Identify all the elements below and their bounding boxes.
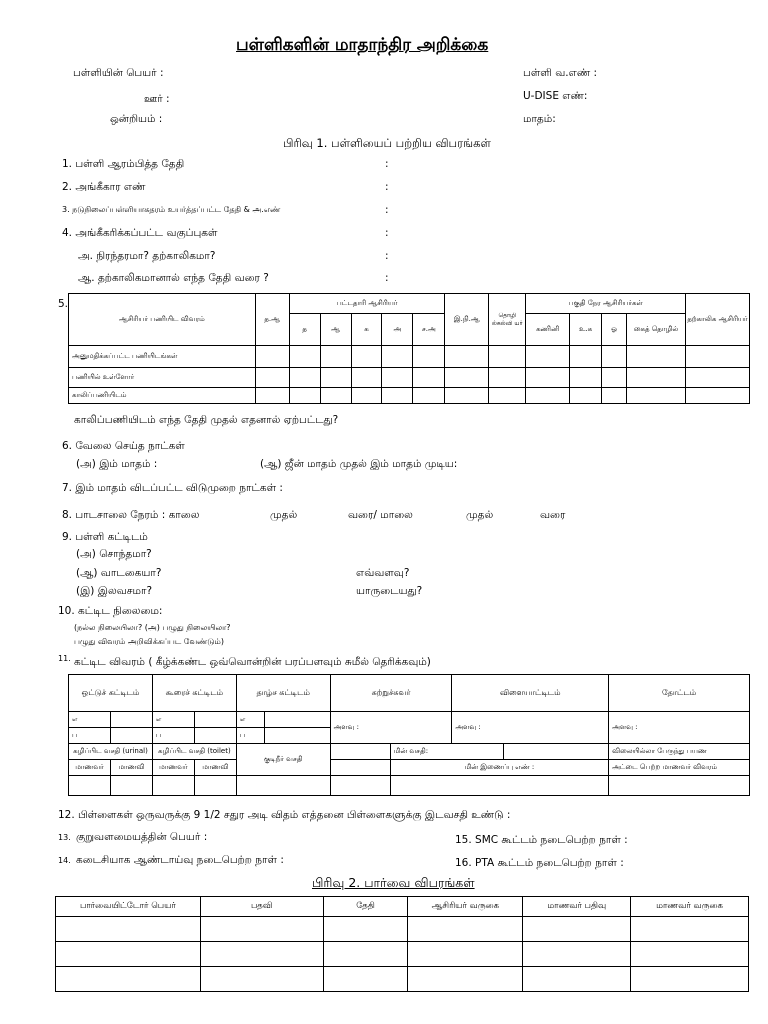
q9a-label: (அ) சொந்தமா?	[76, 548, 152, 560]
p-cell: ப	[152, 728, 194, 744]
staff-col-ta: த.ஆ	[255, 294, 289, 346]
staff-col-temp: தற்காலிக ஆசிரியர்	[686, 294, 750, 346]
q14-number: 14.	[58, 856, 71, 865]
q4b-colon: :	[385, 272, 389, 284]
building-table	[68, 674, 750, 796]
q5-number: 5.	[58, 298, 69, 310]
q4a-label: அ. நிரந்தரமா? தற்காலிகமா?	[78, 250, 216, 262]
grad-sub: க	[351, 314, 382, 346]
staff-col-desc: ஆசிரியர் பணியிட விவரம்	[69, 294, 256, 346]
nocost-label: விலையில்லா பேருந்து பயண	[609, 744, 750, 760]
visit-col-date: தேதி	[323, 897, 408, 917]
toilet-label: கழிப்பிட வசதி (toilet)	[152, 744, 236, 760]
q9c-label: (இ) இலவசமா?	[76, 585, 153, 597]
visit-col-name: பார்வையிட்டோர் பெயர்	[56, 897, 201, 917]
school-id-label: பள்ளி வ.எண் :	[523, 67, 598, 79]
n-cell: எ	[152, 712, 194, 728]
q15-label: 15. SMC கூட்டம் நடைபெற்ற நாள் :	[455, 834, 628, 846]
vacancy-question: காலிப்பணியிடம் எந்த தேதி முதல் எதனால் ஏற்பட்டது?	[74, 414, 339, 426]
table-row	[56, 942, 749, 967]
q8-from2: முதல்	[466, 509, 494, 521]
q9b-label: (ஆ) வாடகையா?	[76, 567, 162, 579]
q10a-text: (நல்ல நிலையிலா? (அ) பழுது நிலையிலா?	[74, 623, 231, 632]
q14-label: கடைசியாக ஆண்டாய்வு நடைபெற்ற நாள் :	[76, 854, 284, 866]
visit-col-teacher: ஆசிரியர் வருகை	[408, 897, 523, 917]
q13-number: 13.	[58, 833, 71, 842]
q6-label: 6. வேலை செய்த நாட்கள்	[62, 440, 185, 452]
building-h3: தாழ்ச கட்டிடம்	[236, 675, 330, 712]
card-label: அட்டை பெற்ற மாணவர் விவரம்	[609, 760, 750, 776]
section2-title: பிரிவு 2. பார்வை விபரங்கள்	[312, 875, 475, 890]
q12-label: 12. பிள்ளைகள் ஒருவருக்கு 9 1/2 சதுர அடி விதம் எத்தனை பிள்ளைகளுக்கு இடவசதி உண்டு :	[58, 809, 511, 821]
urinal-boys: மாணவர்	[69, 760, 111, 776]
table-row	[69, 346, 750, 368]
q8-to2: வரை	[540, 509, 566, 521]
q8-label: 8. பாடசாலை நேரம் : காலை	[62, 509, 200, 521]
table-row	[56, 967, 749, 992]
q1-label: 1. பள்ளி ஆரம்பித்த தேதி	[62, 158, 185, 170]
staff-row-label: காலிப்பணியிடம்	[69, 388, 256, 404]
q6a-label: (அ) இம் மாதம் :	[76, 458, 158, 470]
school-name-label: பள்ளியின் பெயர் :	[73, 67, 164, 79]
q10b-text: பழுது விவரம் அறிவிக்கப்பட வேண்டும்)	[74, 637, 224, 646]
q2-label: 2. அங்கீகார எண்	[62, 181, 146, 193]
part-sub: ஓ	[602, 314, 627, 346]
staff-col-sgt: இ.நி.ஆ	[445, 294, 489, 346]
grad-sub: த	[289, 314, 320, 346]
q9b-amount: எவ்வளவு?	[356, 567, 410, 579]
q11-label: கட்டிட விவரம் ( கீழ்க்கண்ட ஒவ்வொன்றின் பரப்பளவும் சுமீல் தெரிக்கவும்)	[74, 656, 431, 668]
q3-colon: :	[385, 204, 389, 216]
n-cell: எ	[69, 712, 111, 728]
power-label: மின் வசதி:	[390, 744, 504, 760]
p-cell: ப	[236, 728, 264, 744]
visit-col-enrol: மாணவர் பதிவு	[523, 897, 631, 917]
urinal-girls: மாணவி	[110, 760, 152, 776]
udise-label: U-DISE எண்:	[523, 90, 588, 102]
q4-label: 4. அங்கீகரிக்கப்பட்ட வகுப்புகள்	[62, 227, 218, 239]
page-title: பள்ளிகளின் மாதாந்திர அறிக்கை	[236, 35, 489, 55]
table-row	[56, 917, 749, 942]
table-row	[69, 368, 750, 388]
section1-title: பிரிவு 1. பள்ளியைப் பற்றிய விபரங்கள்	[283, 136, 491, 150]
part-sub: உ.க	[570, 314, 602, 346]
building-h6: தோட்டம்	[609, 675, 750, 712]
water-label: குடிநீர் வசதி	[236, 744, 330, 776]
part-sub: கணினி	[526, 314, 570, 346]
q8-to: வரை/ மாலை	[348, 509, 413, 521]
playground-area: அளவு :	[452, 712, 609, 744]
staff-table	[68, 293, 750, 404]
q4a-colon: :	[385, 250, 389, 262]
q3-label: 3. நடுநிலைப்பள்ளியாகதரம் உயர்த்தப்பட்ட தேதி & அ.எண்	[62, 205, 281, 214]
staff-row-label: பணியில் உள்ளோர்	[69, 368, 256, 388]
grad-sub: ச.அ	[413, 314, 445, 346]
village-label: ஊர் :	[144, 93, 170, 105]
staff-col-part: பகுதி நேர ஆசிரியர்கள்	[526, 294, 686, 314]
visit-col-post: பதவி	[200, 897, 323, 917]
table-row	[69, 388, 750, 404]
staff-col-voc: தொழி ல்கல்வி யர்	[489, 294, 526, 346]
q2-colon: :	[385, 181, 389, 193]
building-h4: சுற்றுச்சுவர்	[330, 675, 452, 712]
staff-row-label: அனுமதிக்கப்பட்ட பணியிடங்கள்	[69, 346, 256, 368]
q4b-label: ஆ. தற்காலிகமானால் எந்த தேதி வரை ?	[78, 272, 269, 284]
building-h2: கூரைச் கட்டிடம்	[152, 675, 236, 712]
month-label: மாதம்:	[523, 113, 556, 125]
q11-number: 11.	[58, 654, 71, 663]
grad-sub: ஆ	[320, 314, 351, 346]
union-label: ஒன்றியம் :	[110, 113, 163, 125]
urinal-label: கழிப்பிட வசதி (urinal)	[69, 744, 153, 760]
garden-area: அளவு :	[609, 712, 750, 744]
building-h1: ஒட்டுச் கட்டிடம்	[69, 675, 153, 712]
q10-label: 10. கட்டிட நிலைமை:	[58, 605, 163, 617]
power-conn-label: மின் இணைப்பு எண் :	[390, 760, 609, 776]
building-h5: விளையாட்டிடம்	[452, 675, 609, 712]
visit-col-attendance: மாணவர் வருகை	[631, 897, 749, 917]
q9-label: 9. பள்ளி கட்டிடம்	[62, 531, 148, 543]
p-cell: ப	[69, 728, 111, 744]
q7-label: 7. இம் மாதம் விடப்பட்ட விடுமுறை நாட்கள் :	[62, 482, 283, 494]
q13-label: குறுவளமையத்தின் பெயர் :	[76, 831, 208, 843]
q6b-label: (ஆ) ஜீன் மாதம் முதல் இம் மாதம் முடிய:	[260, 458, 458, 470]
toilet-girls: மாணவி	[194, 760, 236, 776]
toilet-boys: மாணவர்	[152, 760, 194, 776]
part-sub: கைத் தொழில்	[627, 314, 686, 346]
q16-label: 16. PTA கூட்டம் நடைபெற்ற நாள் :	[455, 857, 624, 869]
staff-col-graduate: பட்டதாரி ஆசிரியர்	[289, 294, 445, 314]
q8-from1: முதல்	[270, 509, 298, 521]
q9c-owner: யாருடையது?	[356, 585, 423, 597]
visit-table	[55, 896, 749, 992]
n-cell: எ	[236, 712, 264, 728]
wall-area: அளவு :	[330, 712, 452, 744]
q4-colon: :	[385, 227, 389, 239]
q1-colon: :	[385, 158, 389, 170]
grad-sub: அ	[382, 314, 413, 346]
